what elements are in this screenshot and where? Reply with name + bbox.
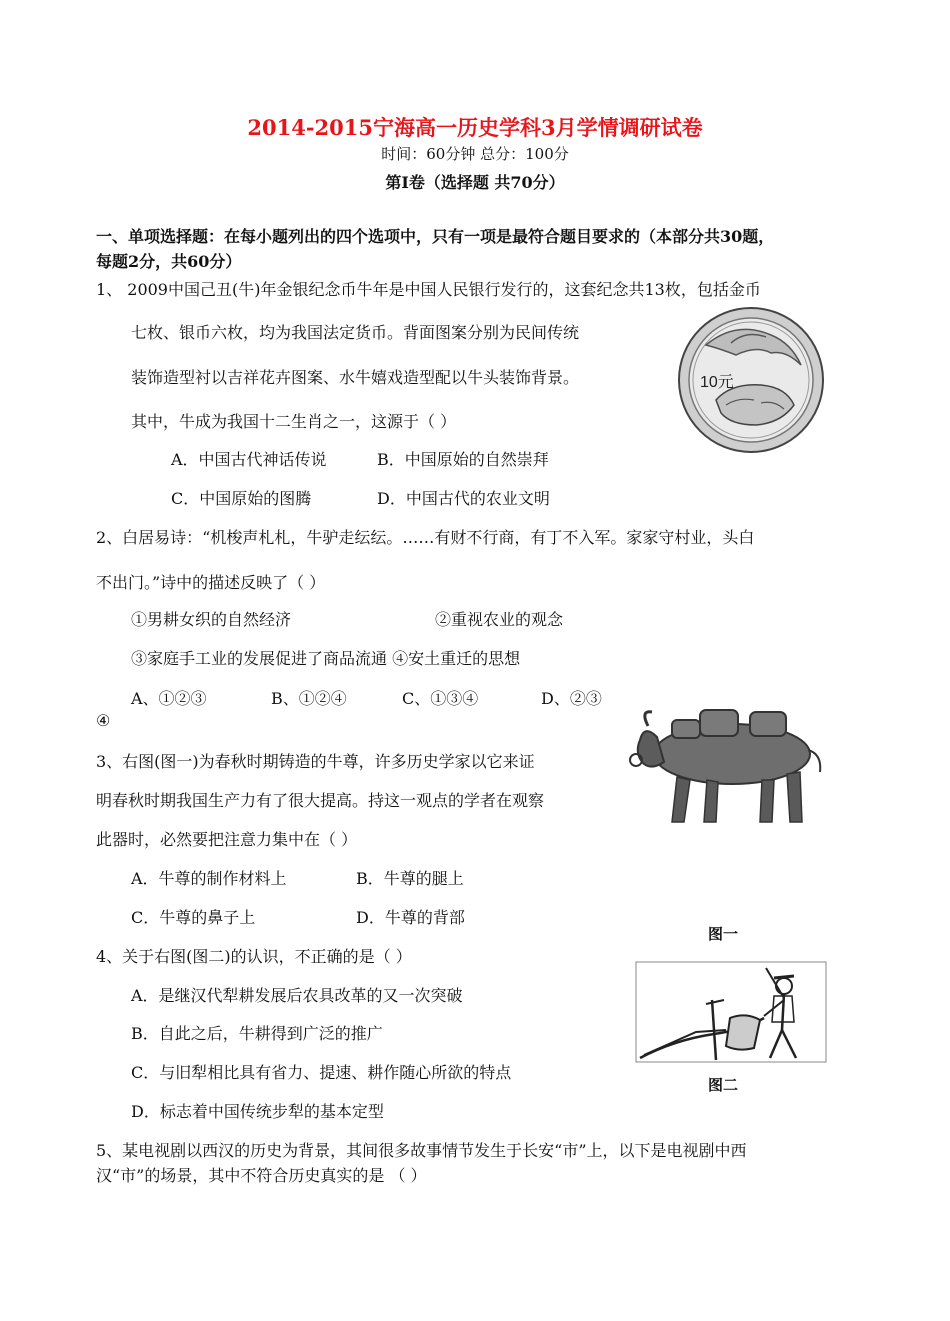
q1-option-a: A．中国古代神话传说 [171,450,327,469]
q4-option-c: C．与旧犁相比具有省力、提速、耕作随心所欲的特点 [131,1063,512,1082]
part-heading: 第Ⅰ卷（选择题 共70分） [385,173,565,192]
q2-item-1: ①男耕女织的自然经济 [131,610,292,629]
q3-line2: 明春秋时期我国生产力有了很大提高。持这一观点的学者在观察 [96,791,545,810]
q2-item-3: ③家庭手工业的发展促进了商品流通 ④安土重迁的思想 [131,649,521,668]
q2-line2: 不出门。”诗中的描述反映了（ ） [96,573,326,592]
q2-line1: 2、白居易诗：“机梭声札札，牛驴走纭纭。……有财不行商，有丁不入军。家家守村业，头白 [96,528,755,547]
q1-line2: 七枚、银币六枚，均为我国法定货币。背面图案分别为民间传统 [131,323,580,342]
q1-line4: 其中，牛成为我国十二生肖之一，这源于（ ） [131,412,457,431]
q3-option-a: A．牛尊的制作材料上 [131,869,287,888]
q2-option-d: D、②③ [541,689,602,708]
section-instruction-line2: 每题2分，共60分） [96,252,242,271]
q2-item-2: ②重视农业的观念 [435,610,564,629]
ox-zun-image [622,682,832,832]
q3-option-d: D．牛尊的背部 [356,908,465,927]
q3-line1: 3、右图(图一)为春秋时期铸造的牛尊，许多历史学家以它来证 [96,752,535,771]
q5-line2: 汉“市”的场景，其中不符合历史真实的是 （ ） [96,1166,427,1185]
q1-option-c: C．中国原始的图腾 [171,489,312,508]
q2-option-d-cont: ④ [96,711,111,730]
section-instruction-line1: 一、单项选择题：在每小题列出的四个选项中，只有一项是最符合题目要求的（本部分共30题， [96,227,775,246]
q1-line3: 装饰造型衬以吉祥花卉图案、水牛嬉戏造型配以牛头装饰背景。 [131,368,580,387]
q3-line3: 此器时，必然要把注意力集中在（ ） [96,830,358,849]
q4-option-b: B．自此之后，牛耕得到广泛的推广 [131,1024,383,1043]
q1-option-d: D．中国古代的农业文明 [377,489,550,508]
q4-option-a: A．是继汉代犁耕发展后农具改革的又一次突破 [131,986,463,1005]
q4-line1: 4、关于右图(图二)的认识，不正确的是（ ） [96,947,412,966]
q2-option-a: A、①②③ [131,689,207,708]
silver-coin-image [676,305,826,455]
plough-image [634,960,829,1070]
q3-option-c: C．牛尊的鼻子上 [131,908,256,927]
figure-2-label: 图二 [708,1076,739,1094]
q3-option-b: B．牛尊的腿上 [356,869,464,888]
figure-1-label: 图一 [708,925,739,943]
q5-line1: 5、某电视剧以西汉的历史为背景，其间很多故事情节发生于长安“市”上，以下是电视剧中西 [96,1141,747,1160]
coin-denomination: 10元 [700,374,734,391]
q2-option-c: C、①③④ [402,689,479,708]
q2-option-b: B、①②④ [271,689,347,708]
exam-subtitle: 时间：60分钟 总分：100分 [381,145,569,163]
q1-option-b: B．中国原始的自然崇拜 [377,450,549,469]
q1-line1: 1、 2009中国己丑(牛)年金银纪念币牛年是中国人民银行发行的，这套纪念共13枚，包括金币 [96,280,761,299]
exam-title: 2014-2015宁海高一历史学科3月学情调研试卷 [247,115,703,140]
q4-option-d: D．标志着中国传统步犁的基本定型 [131,1102,384,1121]
